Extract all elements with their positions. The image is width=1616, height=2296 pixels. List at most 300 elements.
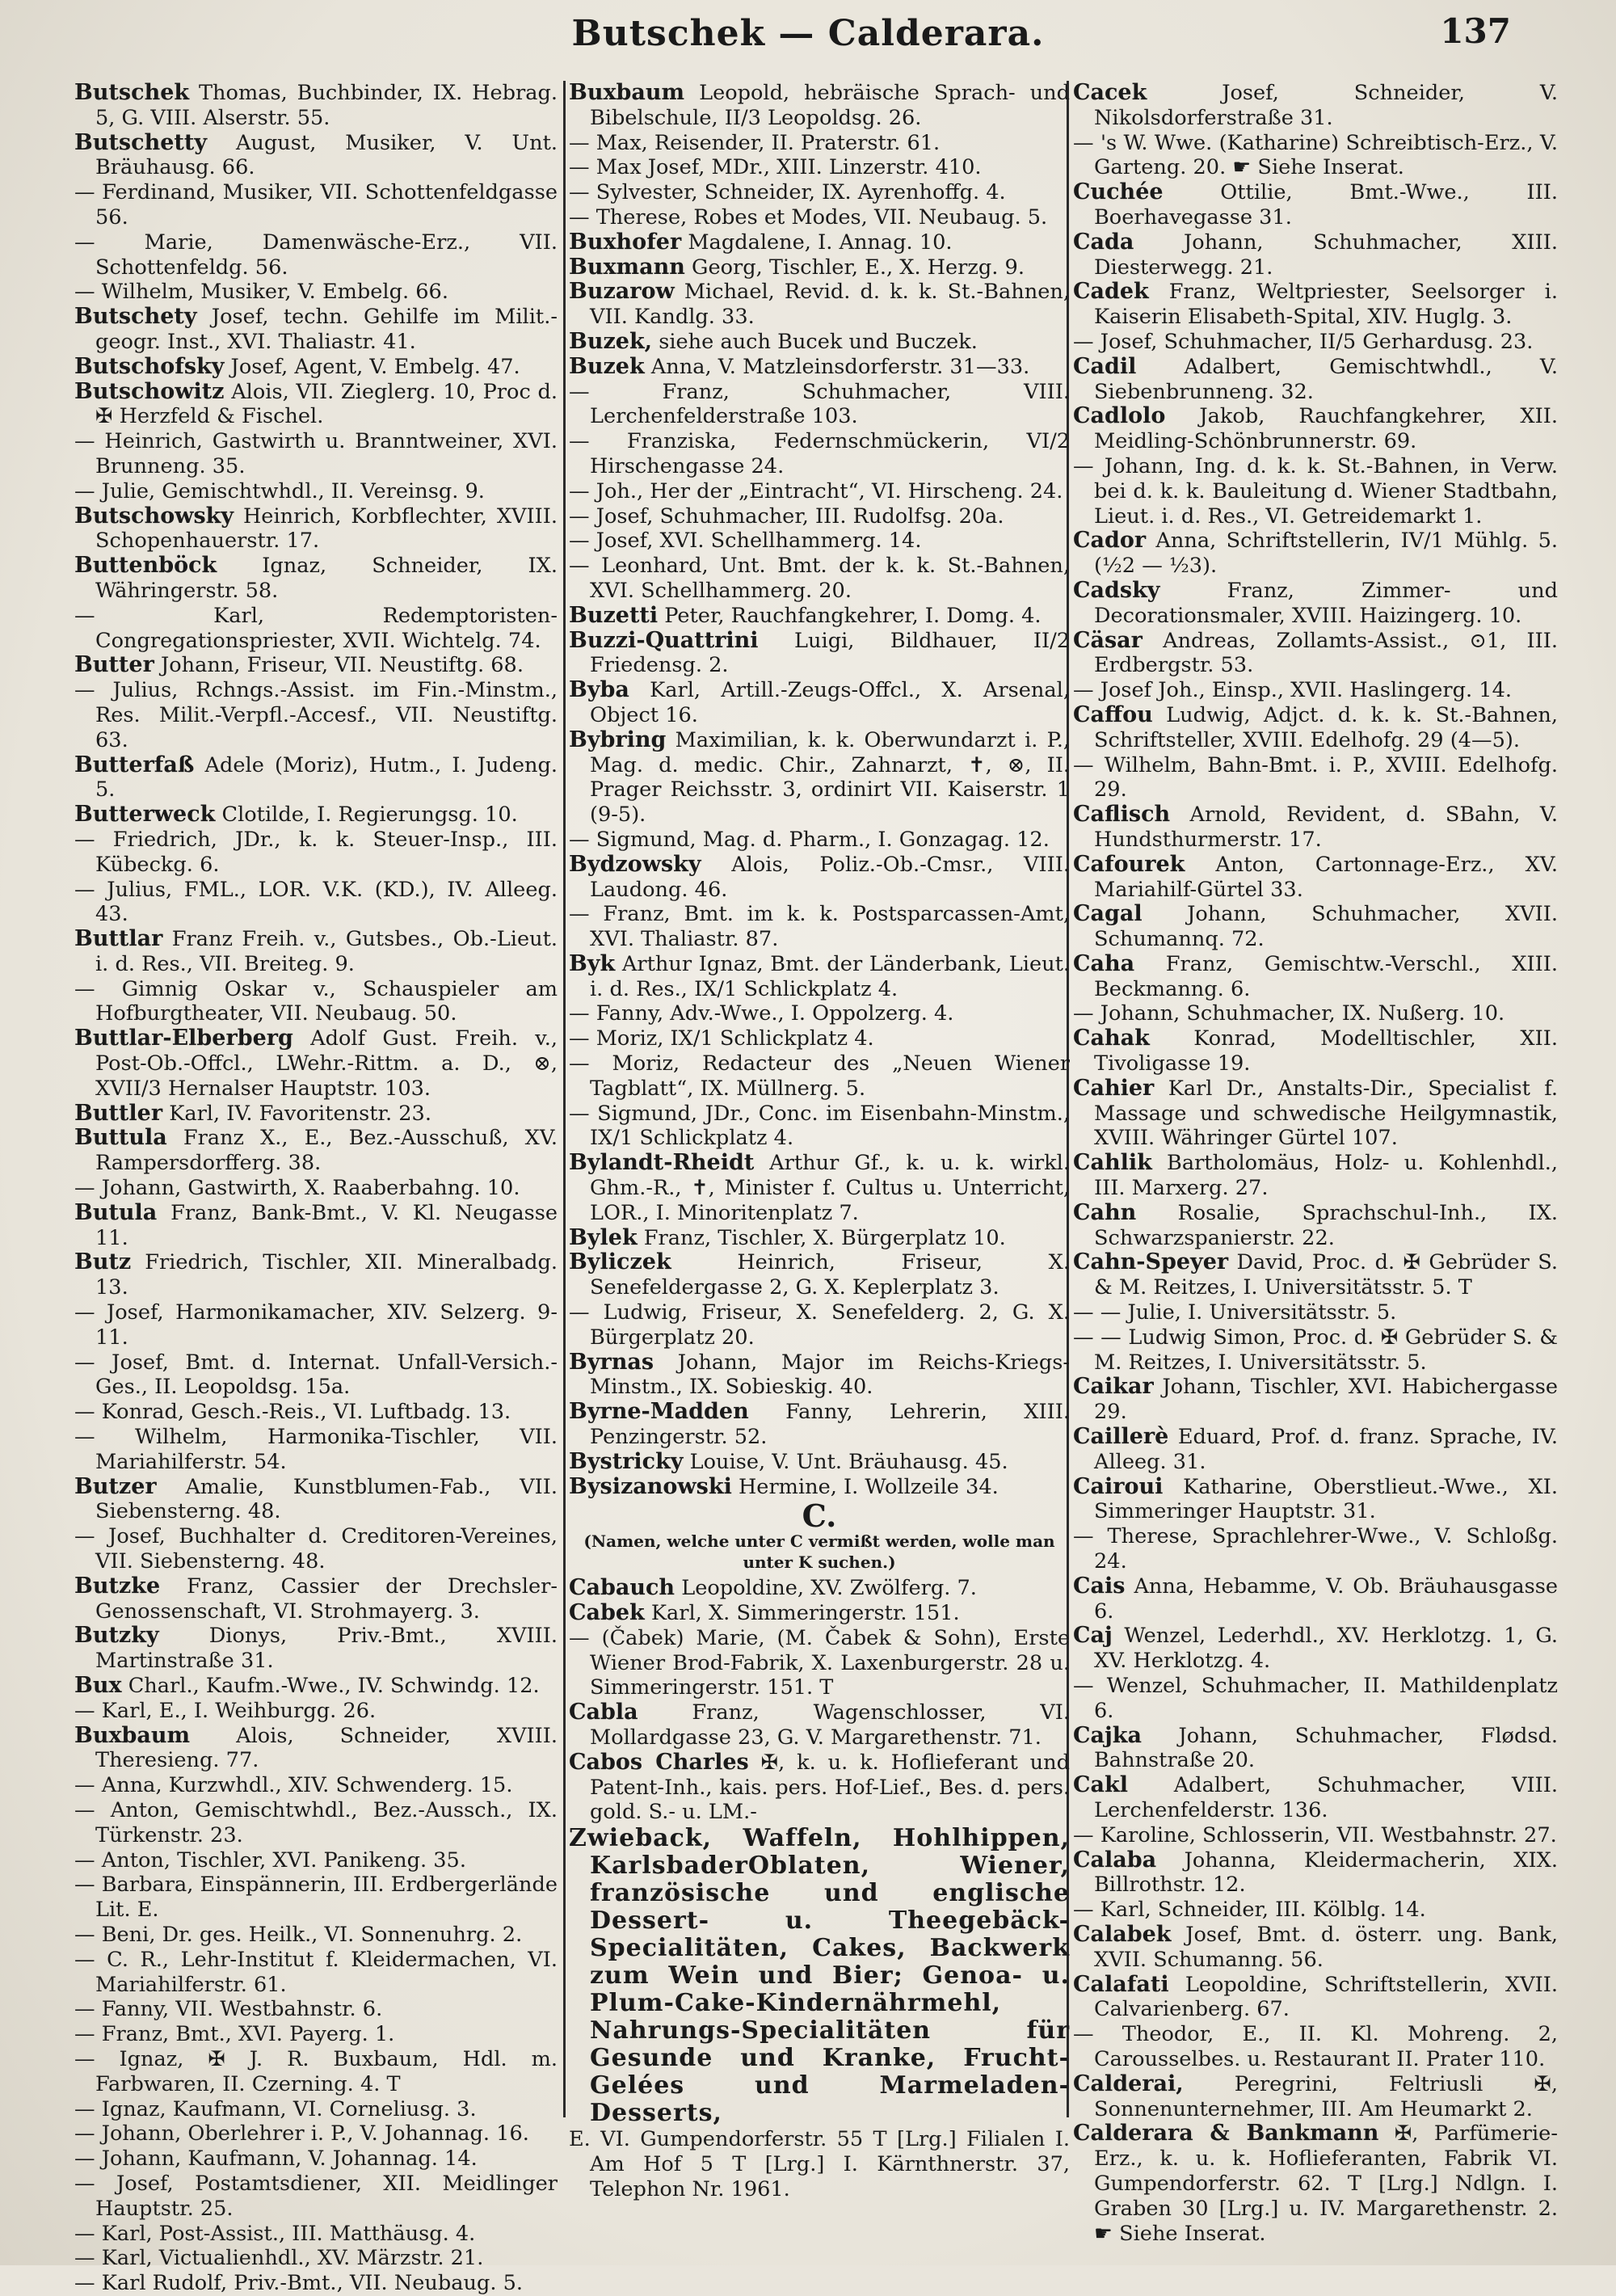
directory-entry	[569, 1151, 1070, 1225]
directory-entry	[569, 1102, 1070, 1152]
directory-entry	[74, 977, 558, 1027]
entry-details: Anton, Cartonnage-Erz., XV. Mariahilf-Gürtel 33.	[1094, 852, 1558, 902]
entry-surname: Calafati	[1073, 1971, 1169, 1997]
directory-entry	[1073, 1325, 1558, 1375]
directory-entry	[569, 1700, 1070, 1750]
entry-details: Karl Dr., Anstalts-Dir., Specialist f. Massage und schwedische Heilgymnastik, XVIII. Währinger Gürtel 107.	[1094, 1076, 1558, 1151]
entry-details: — Franziska, Federnschmückerin, VI/2 Hirschengasse 24.	[569, 429, 1070, 478]
entry-details: — Sigmund, Mag. d. Pharm., I. Gonzagag. 12.	[569, 827, 1050, 852]
entry-details: — Sylvester, Schneider, IX. Ayrenhoffg. 4.	[569, 180, 1006, 205]
directory-entry	[74, 1400, 558, 1425]
entry-details: Clotilde, I. Regierungsg. 10.	[215, 803, 518, 828]
entry-details: Leopold, hebräische Sprach- und Bibelschule, II/3 Leopoldsg. 26.	[590, 81, 1070, 130]
entry-details: — Karl Rudolf, Priv.-Bmt., VII. Neubaug. 5.	[74, 2271, 524, 2296]
directory-entry	[1073, 678, 1558, 703]
directory-entry	[74, 1176, 558, 1201]
entry-details: — Josef, Bmt. d. Internat. Unfall-Versich.-Ges., II. Leopoldsg. 15a.	[74, 1350, 558, 1400]
entry-details: — Moriz, Redacteur des „Neuen Wiener Tagblatt“, IX. Müllnerg. 5.	[569, 1051, 1070, 1101]
entry-surname: Cäsar	[1073, 627, 1143, 653]
entry-surname: Buzarow	[569, 279, 675, 305]
directory-entry	[569, 1226, 1070, 1251]
directory-entry	[569, 1576, 1070, 1601]
directory-entry	[74, 927, 558, 977]
entry-details: — Julius, FML., LOR. V.K. (KD.), IV. Alleeg. 43.	[74, 877, 558, 927]
directory-entry	[569, 1350, 1070, 1401]
entry-details: Leopoldine, Schriftstellerin, XVII. Calvarienberg. 67.	[1094, 1972, 1558, 2022]
entry-surname: Cadlolo	[1073, 403, 1166, 429]
directory-entry	[569, 1750, 1070, 1825]
directory-entry	[1073, 952, 1558, 1002]
entry-details: Friedrich, Tischler, XII. Mineralbadg. 13.	[95, 1250, 558, 1300]
directory-entry	[1073, 355, 1558, 405]
directory-entry	[1073, 1923, 1558, 1973]
directory-entry	[1073, 1201, 1558, 1251]
directory-entry	[569, 230, 1070, 255]
directory-entry	[1073, 131, 1558, 181]
directory-entry	[74, 1798, 558, 1848]
entry-surname: Cakl	[1073, 1772, 1128, 1798]
directory-entry	[569, 1300, 1070, 1350]
directory-entry	[1073, 1524, 1558, 1574]
entry-details: — Sigmund, JDr., Conc. im Eisenbahn-Minstm., IX/1 Schlickplatz 4.	[569, 1101, 1070, 1151]
directory-entry	[1073, 1425, 1558, 1475]
directory-entry	[1073, 2121, 1558, 2246]
entry-surname: Butter	[74, 652, 154, 678]
entry-details: Arthur Gf., k. u. k. wirkl. Ghm.-R., ✝, Minister f. Cultus u. Unterricht, LOR., I. Minoritenplatz 7.	[590, 1151, 1070, 1225]
entry-surname: Buxbaum	[569, 80, 685, 105]
directory-entry	[74, 653, 558, 678]
entry-details: Karl, Artill.-Zeugs-Offcl., X. Arsenal, Object 16.	[590, 678, 1070, 727]
entry-surname: Bystricky	[569, 1448, 684, 1474]
entry-surname: Cadsky	[1073, 577, 1160, 603]
entry-surname: Bybring	[569, 727, 667, 752]
entry-details: Franz X., E., Bez.-Ausschuß, XV. Rampersdorfferg. 38.	[95, 1126, 558, 1176]
entry-surname: Cacek	[1073, 80, 1147, 105]
entry-details: — Josef, Schuhmacher, II/5 Gerhardusg. 23.	[1073, 329, 1534, 354]
entry-details: — Wilhelm, Musiker, V. Embelg. 66.	[74, 280, 448, 305]
directory-entry	[1073, 180, 1558, 230]
section-note: (Namen, welche unter C vermißt werden, wolle man unter K suchen.)	[583, 1531, 1055, 1573]
entry-details: Charl., Kaufm.-Wwe., IV. Schwindg. 12.	[121, 1674, 540, 1698]
directory-entry	[74, 2097, 558, 2122]
directory-entry	[74, 678, 558, 752]
directory-entry	[74, 2047, 558, 2097]
directory-entry	[1073, 2072, 1558, 2122]
directory-entry	[1073, 1848, 1558, 1898]
directory-entry	[74, 504, 558, 554]
entry-details: — Josef, Postamtsdiener, XII. Meidlinger Hauptstr. 25.	[74, 2171, 558, 2221]
entry-surname: Buzek	[569, 353, 645, 379]
directory-entry	[1073, 1375, 1558, 1425]
entry-surname: Butschek	[74, 80, 190, 105]
entry-details: Ludwig, Adjct. d. k. k. St.-Bahnen, Schriftsteller, XVIII. Edelhofg. 29 (4—5).	[1094, 702, 1558, 752]
directory-entry	[569, 604, 1070, 629]
entry-details: — Barbara, Einspännerin, III. Erdbergerlände Lit. E.	[74, 1873, 558, 1923]
directory-entry	[1073, 1674, 1558, 1724]
directory-entry	[1073, 853, 1558, 903]
entry-details: David, Proc. d. ✠ Gebrüder S. & M. Reitzes, I. Universitätsstr. 5. T	[1094, 1250, 1558, 1300]
entry-details: — Josef, XVI. Schellhammerg. 14.	[569, 529, 922, 554]
entry-details: — Theodor, E., II. Kl. Mohreng. 2, Carousselbes. u. Restaurant II. Prater 110.	[1073, 2022, 1558, 2071]
entry-details: — Fanny, Adv.-Wwe., I. Oppolzerg. 4.	[569, 1001, 954, 1026]
entry-surname: Cajka	[1073, 1722, 1142, 1748]
entry-details: — Friedrich, JDr., k. k. Steuer-Insp., III. Kübeckg. 6.	[74, 827, 558, 877]
directory-entry	[74, 1350, 558, 1401]
entry-details: — Karl, Post-Assist., III. Matthäusg. 4.	[74, 2221, 476, 2246]
entry-surname: Cafourek	[1073, 851, 1185, 877]
entry-surname: Buxbaum	[74, 1722, 191, 1748]
entry-surname: Bux	[74, 1673, 122, 1698]
entry-details: — Heinrich, Gastwirth u. Branntweiner, XVI. Brunneng. 35.	[74, 429, 558, 478]
directory-entry	[74, 1948, 558, 1998]
entry-details: — Wenzel, Schuhmacher, II. Mathildenplatz 6.	[1073, 1674, 1558, 1723]
directory-entry	[1073, 753, 1558, 803]
directory-entry	[74, 280, 558, 305]
entry-details: Konrad, Modelltischler, XII. Tivoligasse 19.	[1094, 1026, 1558, 1076]
entry-details: — — Ludwig Simon, Proc. d. ✠ Gebrüder S. & M. Reitzes, I. Universitätsstr. 5.	[1073, 1325, 1558, 1375]
directory-entry	[1073, 404, 1558, 454]
entry-details: — (Čabek) Marie, (M. Čabek & Sohn), Erste Wiener Brod-Fabrik, X. Laxenburgerstr. 28 u. Simmeringerstr. 151. T	[569, 1625, 1070, 1700]
entry-details: Anna, Schriftstellerin, IV/1 Mühlg. 5. (½2 — ½3).	[1094, 529, 1558, 579]
directory-entry	[74, 1699, 558, 1724]
directory-entry	[74, 131, 558, 181]
entry-details: — Wilhelm, Harmonika-Tischler, VII. Mariahilferstr. 54.	[74, 1425, 558, 1474]
directory-entry	[74, 604, 558, 654]
directory-entry	[569, 554, 1070, 604]
directory-entry	[569, 280, 1070, 330]
entry-details: — Beni, Dr. ges. Heilk., VI. Sonnenuhrg. 2.	[74, 1922, 523, 1947]
entry-surname: Cais	[1073, 1573, 1126, 1599]
entry-details: — Julius, Rchngs.-Assist. im Fin.-Minstm., Res. Milit.-Verpfl.-Accesf., VII. Neustiftg. 63.	[74, 678, 558, 752]
directory-entry	[1073, 629, 1558, 679]
directory-entry	[1073, 1475, 1558, 1525]
entry-surname: Cadil	[1073, 353, 1137, 379]
entry-surname: Bylek	[569, 1224, 638, 1250]
entry-details: Fanny, Lehrerin, XIII. Penzingerstr. 52.	[590, 1400, 1070, 1450]
entry-details: Rosalie, Sprachschul-Inh., IX. Schwarzspanierstr. 22.	[1094, 1200, 1558, 1250]
entry-details: — Franz, Schuhmacher, VIII. Lerchenfelderstraße 103.	[569, 379, 1070, 429]
directory-entry	[569, 629, 1070, 679]
entry-details: E. VI. Gumpendorferstr. 55 T [Lrg.] Filialen I. Am Hof 5 T [Lrg.] I. Kärnthnerstr. 37, Telephon Nr. 1961.	[569, 2127, 1070, 2201]
entry-details: Alois, Schneider, XVIII. Theresieng. 77.	[95, 1723, 558, 1773]
directory-entry	[74, 380, 558, 430]
directory-entry	[74, 1923, 558, 1948]
directory-entry	[74, 1201, 558, 1251]
directory-entry	[1073, 1624, 1558, 1674]
entry-surname: Cahn	[1073, 1199, 1137, 1225]
directory-entry	[74, 803, 558, 828]
entry-surname: Cada	[1073, 229, 1134, 255]
directory-entry	[1073, 1250, 1558, 1300]
entry-surname: Buttlar-Elberberg	[74, 1026, 293, 1051]
directory-entry	[1073, 1823, 1558, 1848]
directory-entry	[569, 728, 1070, 828]
directory-entry	[569, 1450, 1070, 1475]
entry-details: Peregrini, Feltriusli ✠, Sonnenunternehmer, III. Am Heumarkt 2.	[1094, 2071, 1558, 2121]
directory-entry	[1073, 529, 1558, 579]
page-number: 137	[1440, 11, 1511, 51]
entry-surname: Butterweck	[74, 802, 216, 828]
directory-entry	[1073, 1300, 1558, 1325]
entry-surname: Caillerè	[1073, 1424, 1169, 1450]
directory-entry	[74, 1724, 558, 1774]
entry-surname: Cabla	[569, 1700, 638, 1725]
entry-details: — Johann, Gastwirth, X. Raaberbahng. 10.	[74, 1176, 520, 1201]
entry-details: — Johann, Oberlehrer i. P., V. Johannag. 16.	[74, 2121, 529, 2146]
section-letter: C.	[802, 1498, 837, 1535]
entry-details: — Julie, Gemischtwhdl., II. Vereinsg. 9.	[74, 478, 485, 503]
entry-details: Franz Freih. v., Gutsbes., Ob.-Lieut. i. d. Res., VII. Breiteg. 9.	[95, 927, 558, 976]
entry-details: Ottilie, Bmt.-Wwe., III. Boerhavegasse 31.	[1094, 180, 1558, 230]
directory-entry	[569, 1400, 1070, 1450]
entry-details: — Max, Reisender, II. Praterstr. 61.	[569, 130, 941, 155]
entry-details: — Anna, Kurzwhdl., XIV. Schwenderg. 15.	[74, 1773, 513, 1798]
entry-details: — Johann, Ing. d. k. k. St.-Bahnen, in Verw. bei d. k. k. Bauleitung d. Wiener Stadtbahn, Lieut. i. d. Res., VI. Getreidemarkt 1.	[1073, 453, 1558, 529]
entry-surname: Byba	[569, 677, 629, 703]
entry-details: Magdalene, I. Annag. 10.	[681, 230, 953, 255]
entry-surname: Butzke	[74, 1573, 161, 1599]
directory-entry	[1073, 454, 1558, 529]
entry-surname: Buttenböck	[74, 553, 217, 579]
directory-entry	[569, 1626, 1070, 1700]
directory-entry	[74, 1126, 558, 1176]
entry-details: Adolf Gust. Freih. v., Post-Ob.-Offcl., LWehr.-Rittm. a. D., ⊗, XVII/3 Hernalser Hauptstr. 103.	[95, 1026, 558, 1101]
directory-entry	[569, 529, 1070, 554]
entry-surname: Bylandt-Rheidt	[569, 1150, 755, 1176]
entry-details: Anna, V. Matzleinsdorferstr. 31—33.	[644, 354, 1030, 379]
entry-surname: Cahn-Speyer	[1073, 1249, 1229, 1275]
entry-details: Leopoldine, XV. Zwölferg. 7.	[675, 1576, 977, 1601]
entry-details: Georg, Tischler, E., X. Herzg. 9.	[684, 255, 1025, 280]
entry-details: — Franz, Bmt., XVI. Payerg. 1.	[74, 2022, 395, 2047]
directory-entry	[74, 81, 558, 131]
directory-entry	[74, 2022, 558, 2047]
page-header	[0, 6, 1616, 55]
entry-surname: Cuchée	[1073, 179, 1164, 205]
entry-details: ✠, k. u. k. Hoflieferant und Patent-Inh., kais. pers. Hof-Lief., Bes. d. pers. gold. S.- u. LM.-	[590, 1750, 1070, 1825]
entry-details: — Wilhelm, Bahn-Bmt. i. P., XVIII. Edelhofg. 29.	[1073, 752, 1558, 803]
directory-entry	[569, 1001, 1070, 1026]
directory-entry	[569, 155, 1070, 180]
directory-entry	[1073, 2022, 1558, 2072]
entry-details: Jakob, Rauchfangkehrer, XII. Meidling-Schönbrunnerstr. 69.	[1094, 404, 1558, 454]
entry-surname: Bysizanowski	[569, 1473, 732, 1499]
entry-details: Katharine, Oberstlieut.-Wwe., XI. Simmeringer Hauptstr. 31.	[1094, 1474, 1558, 1524]
directory-entry	[74, 753, 558, 803]
entry-details: — Josef Joh., Einsp., XVII. Haslingerg. 14.	[1073, 678, 1513, 703]
entry-details: — Franz, Bmt. im k. k. Postsparcassen-Amt, XVI. Thaliastr. 87.	[569, 902, 1070, 952]
directory-entry	[74, 878, 558, 928]
column-2	[569, 81, 1070, 2255]
entry-details: — Karl, Victualienhdl., XV. Märzstr. 21.	[74, 2246, 484, 2271]
entry-surname: Cahak	[1073, 1026, 1150, 1051]
directory-entry	[1073, 1001, 1558, 1026]
entry-surname: Butschowitz	[74, 378, 225, 404]
entry-surname: Butzer	[74, 1473, 157, 1499]
entry-details: Johann, Schuhmacher, XIII. Diesterwegg. 21.	[1094, 230, 1558, 280]
entry-details: Michael, Revid. d. k. k. St.-Bahnen, VII. Kandlg. 33.	[590, 280, 1070, 330]
entry-details: Peter, Rauchfangkehrer, I. Domg. 4.	[658, 603, 1042, 628]
entry-surname: Cadek	[1073, 279, 1149, 305]
directory-entry	[74, 1026, 558, 1101]
entry-surname: Cahier	[1073, 1075, 1155, 1101]
entry-details: — Josef, Schuhmacher, III. Rudolfsg. 20a.	[569, 503, 1004, 529]
directory-entry	[569, 678, 1070, 728]
entry-details: Luigi, Bildhauer, II/2 Friedensg. 2.	[590, 628, 1070, 678]
directory-entry	[1073, 280, 1558, 330]
entry-details: Louise, V. Unt. Bräuhausg. 45.	[683, 1449, 1008, 1474]
entry-details: Wenzel, Lederhdl., XV. Herklotzg. 1, G. XV. Herklotzg. 4.	[1094, 1624, 1558, 1674]
entry-details: Alois, VII. Zieglerg. 10, Proc d. ✠ Herzfeld & Fischel.	[95, 379, 558, 429]
entry-details: — Johann, Kaufmann, V. Johannag. 14.	[74, 2146, 478, 2172]
directory-entry	[74, 1624, 558, 1674]
entry-details: — Max Josef, MDr., XIII. Linzerstr. 410.	[569, 155, 982, 180]
entry-details: — Anton, Gemischtwhdl., Bez.-Aussch., IX. Türkenstr. 23.	[74, 1797, 558, 1847]
entry-details: Franz, Cassier der Drechsler-Genossenschaft, VI. Strohmayerg. 3.	[95, 1573, 558, 1624]
directory-entry	[74, 1773, 558, 1798]
directory-entry	[74, 1425, 558, 1475]
directory-entry	[1073, 1151, 1558, 1201]
directory-entry	[74, 554, 558, 604]
entry-details: — Karl, Redemptoristen-Congregationspriester, XVII. Wichtelg. 74.	[74, 603, 558, 653]
entry-details: Anna, Hebamme, V. Ob. Bräuhausgasse 6.	[1094, 1573, 1558, 1624]
entry-details: Franz, Gemischtw.-Verschl., XIII. Beckmanng. 6.	[1094, 951, 1558, 1001]
entry-details: — Ignaz, Kaufmann, VI. Corneliusg. 3.	[74, 2096, 477, 2121]
entry-surname: Buttlar	[74, 926, 163, 952]
entry-details: — Therese, Robes et Modes, VII. Neubaug. 5.	[569, 204, 1048, 230]
directory-entry	[74, 180, 558, 230]
entry-surname: Bydzowsky	[569, 851, 701, 877]
directory-entry	[569, 205, 1070, 230]
entry-details: Maximilian, k. k. Oberwundarzt i. P., Mag. d. medic. Chir., Zahnarzt, ✝, ⊗, II. Prager Reichsstr. 3, ordinirt VII. Kaiserstr. 1 (9-5).	[590, 727, 1070, 828]
running-head: Butschek — Calderara.	[571, 13, 1045, 54]
entry-surname: Calderara & Bankmann	[1073, 2121, 1379, 2146]
entry-details: Karl, IV. Favoritenstr. 23.	[162, 1101, 431, 1126]
directory-entry	[1073, 230, 1558, 280]
directory-entry	[569, 255, 1070, 280]
directory-entry	[1073, 1076, 1558, 1151]
directory-entry	[1073, 902, 1558, 952]
directory-entry	[1073, 803, 1558, 853]
column-rule-1	[563, 81, 566, 2117]
entry-surname: Caffou	[1073, 701, 1153, 727]
entry-details: Hermine, I. Wollzeile 34.	[731, 1474, 999, 1499]
entry-details: Johann, Schuhmacher, Flødsd. Bahnstraße 20.	[1094, 1723, 1558, 1773]
entry-details: Johann, Tischler, XVI. Habichergasse 29.	[1094, 1375, 1558, 1425]
directory-entry	[1073, 703, 1558, 753]
directory-entry	[74, 355, 558, 380]
directory-entry	[74, 1524, 558, 1574]
entry-details: — Moriz, IX/1 Schlickplatz 4.	[569, 1026, 874, 1051]
entry-surname: Cabek	[569, 1600, 645, 1626]
entry-surname: Butschofsky	[74, 353, 225, 379]
directory-entry	[74, 479, 558, 504]
entry-surname: Caikar	[1073, 1374, 1154, 1400]
entry-surname: Butula	[74, 1199, 158, 1225]
entry-details: Adalbert, Schuhmacher, VIII. Lerchenfelderstr. 136.	[1094, 1773, 1558, 1822]
directory-entry	[569, 952, 1070, 1002]
entry-surname: Buzek,	[569, 328, 653, 354]
entry-details: Franz, Bank-Bmt., V. Kl. Neugasse 11.	[95, 1200, 558, 1250]
directory-entry	[74, 1848, 558, 1873]
entry-surname: Butzky	[74, 1623, 159, 1649]
entry-details: Johann, Friseur, VII. Neustiftg. 68.	[154, 653, 524, 678]
entry-surname: Calaba	[1073, 1847, 1157, 1873]
column-3	[1073, 81, 1558, 2255]
entry-surname: Buxhofer	[569, 229, 682, 255]
directory-entry	[569, 1026, 1070, 1051]
entry-details: — Anton, Tischler, XVI. Panikeng. 35.	[74, 1847, 466, 1873]
entry-surname: Cagal	[1073, 901, 1143, 927]
directory-entry	[569, 330, 1070, 355]
entry-details: Eduard, Prof. d. franz. Sprache, IV. Alleeg. 31.	[1094, 1425, 1558, 1474]
entry-details: siehe auch Bucek und Buczek.	[652, 329, 978, 354]
entry-surname: Butterfaß	[74, 752, 195, 777]
entry-details: Dionys, Priv.-Bmt., XVIII. Martinstraße 31.	[95, 1624, 558, 1674]
entry-details: — Josef, Harmonikamacher, XIV. Selzerg. 9-11.	[74, 1300, 558, 1350]
entry-details: Johann, Major im Reichs-Kriegs-Minstm., IX. Sobieskig. 40.	[590, 1350, 1070, 1400]
directory-entry	[1073, 1724, 1558, 1774]
directory-entry	[569, 504, 1070, 529]
entry-details: — 's W. Wwe. (Katharine) Schreibtisch-Erz., V. Garteng. 20. ☛ Siehe Inserat.	[1073, 130, 1558, 180]
entry-surname: Cabos Charles	[569, 1749, 749, 1775]
directory-entry	[569, 828, 1070, 853]
entry-surname: Buzzi-Quattrini	[569, 627, 759, 653]
entry-details: Ignaz, Schneider, IX. Währingerstr. 58.	[95, 554, 558, 603]
directory-entry	[74, 305, 558, 355]
entry-surname: Caflisch	[1073, 802, 1171, 828]
entry-surname: Buxmann	[569, 254, 685, 280]
entry-details: Franz, Zimmer- und Decorationsmaler, XVIII. Haizingerg. 10.	[1094, 578, 1558, 628]
directory-entry	[74, 1873, 558, 1923]
entry-details: — Fanny, VII. Westbahnstr. 6.	[74, 1997, 383, 2022]
entry-details: — Marie, Damenwäsche-Erz., VII. Schottenfeldg. 56.	[74, 230, 558, 280]
entry-details: Johanna, Kleidermacherin, XIX. Billrothstr. 12.	[1094, 1847, 1558, 1898]
directory-entry	[1073, 579, 1558, 629]
directory-entry	[569, 355, 1070, 380]
directory-entry	[569, 902, 1070, 952]
directory-entry	[74, 1475, 558, 1525]
entry-details: — Karl, Schneider, III. Kölblg. 14.	[1073, 1898, 1426, 1923]
directory-entry	[74, 429, 558, 479]
directory-entry	[74, 2172, 558, 2222]
directory-entry	[1073, 330, 1558, 355]
directory-entry	[1073, 1574, 1558, 1624]
directory-entry	[569, 1475, 1070, 1500]
directory-entry	[74, 1250, 558, 1300]
entry-details: Thomas, Buchbinder, IX. Hebrag. 5, G. VIII. Alserstr. 55.	[95, 81, 558, 130]
entry-details: — Ludwig, Friseur, X. Senefelderg. 2, G. X. Bürgerplatz 20.	[569, 1300, 1070, 1350]
directory-entry	[74, 1674, 558, 1699]
directory-entry	[569, 380, 1070, 430]
directory-entry	[74, 828, 558, 878]
directory-entry	[569, 479, 1070, 504]
entry-details: Josef, Schneider, V. Nikolsdorferstraße 31.	[1094, 81, 1558, 130]
entry-details: Bartholomäus, Holz- u. Kohlenhdl., III. Marxerg. 27.	[1094, 1151, 1558, 1201]
entry-details: — C. R., Lehr-Institut f. Kleidermachen, VI. Mariahilferstr. 61.	[74, 1947, 558, 1997]
entry-details: — Leonhard, Unt. Bmt. der k. k. St.-Bahnen, XVI. Schellhammerg. 20.	[569, 554, 1070, 603]
entry-surname: Butschowsky	[74, 503, 234, 529]
advertisement-text: Zwieback, Waffeln, Hohlhippen, KarlsbaderOblaten, Wiener, französische und englische Dessert- u. Theegebäck-Specialitäten, Cakes, Backwerk zum Wein und Bier; Genoa- u. Plum-Cake-Kindernährmehl, Nahrungs-Specialitäten für Gesunde und Kranke, Frucht-Gelées und Marmeladen-Desserts,	[569, 1824, 1070, 2128]
entry-details: — Konrad, Gesch.-Reis., VI. Luftbadg. 13.	[74, 1400, 511, 1425]
entry-surname: Butz	[74, 1249, 132, 1275]
directory-entry	[1073, 1026, 1558, 1076]
entry-surname: Buttler	[74, 1100, 163, 1126]
entry-surname: Butschety	[74, 304, 197, 330]
directory-entry	[569, 1250, 1070, 1300]
entry-details: — — Julie, I. Universitätsstr. 5.	[1073, 1300, 1397, 1325]
entry-surname: Byrne-Madden	[569, 1399, 749, 1425]
